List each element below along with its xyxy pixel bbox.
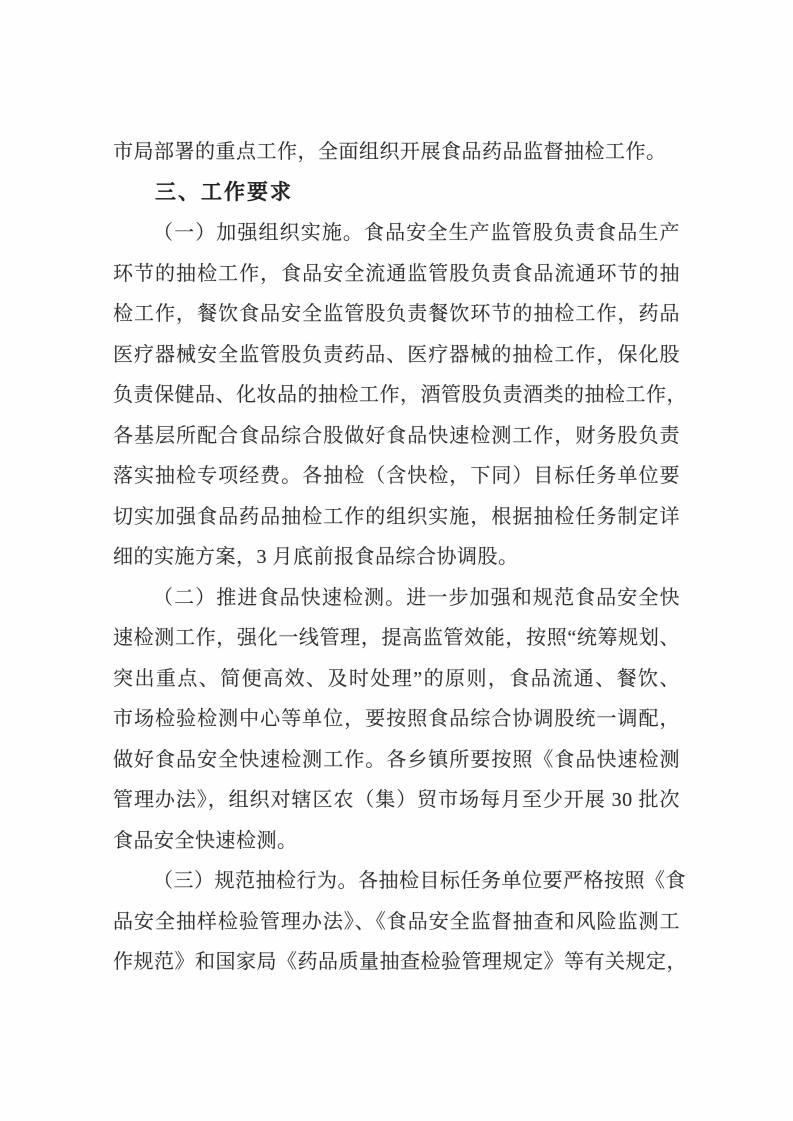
text-line: 落实抽检专项经费。各抽检（含快检，下同）目标任务单位要	[113, 465, 680, 487]
text-line: 市局部署的重点工作，全面组织开展食品药品监督抽检工作。	[113, 141, 667, 163]
text-line: 突出重点、简便高效、及时处理”的原则，食品流通、餐饮、	[113, 667, 680, 690]
text-line: （二）推进食品快速检测。进一步加强和规范食品安全快	[153, 586, 680, 609]
text-line: 各基层所配合食品综合股做好食品快速检测工作，财务股负责	[113, 424, 680, 447]
text-line: 管理办法》，组织对辖区农（集）贸市场每月至少开展 30 批次	[113, 789, 680, 811]
text-line: 负责保健品、化妆品的抽检工作，酒管股负责酒类的抽检工作，	[113, 384, 687, 406]
text-line: 市场检验检测中心等单位，要按照食品综合协调股统一调配，	[113, 708, 680, 730]
text-line: （三）规范抽检行为。各抽检目标任务单位要严格按照《食	[153, 870, 686, 892]
text-line: 品安全抽样检验管理办法》、《食品安全监督抽查和风险监测工	[113, 910, 680, 933]
text-line: 医疗器械安全监管股负责药品、医疗器械的抽检工作，保化股	[113, 343, 680, 366]
document-body	[113, 132, 687, 983]
text-line: 做好食品安全快速检测工作。各乡镇所要按照《食品快速检测	[113, 748, 680, 771]
text-line: 速检测工作，强化一线管理，提高监管效能，按照“统筹规划、	[113, 627, 680, 649]
text-line: 细的实施方案，3 月底前报食品综合协调股。	[113, 546, 519, 568]
section-heading: 三、工作要求	[155, 180, 293, 204]
text-line: 作规范》和国家局《药品质量抽查检验管理规定》等有关规定，	[113, 951, 687, 973]
text-line: 食品安全快速检测。	[113, 829, 298, 852]
text-line: （一）加强组织实施。食品安全生产监管股负责食品生产	[153, 222, 680, 244]
text-line: 切实加强食品药品抽检工作的组织实施，根据抽检任务制定详	[113, 505, 680, 528]
text-line: 环节的抽检工作，食品安全流通监管股负责食品流通环节的抽	[113, 262, 680, 285]
text-line: 检工作，餐饮食品安全监管股负责餐饮环节的抽检工作，药品	[113, 303, 680, 325]
